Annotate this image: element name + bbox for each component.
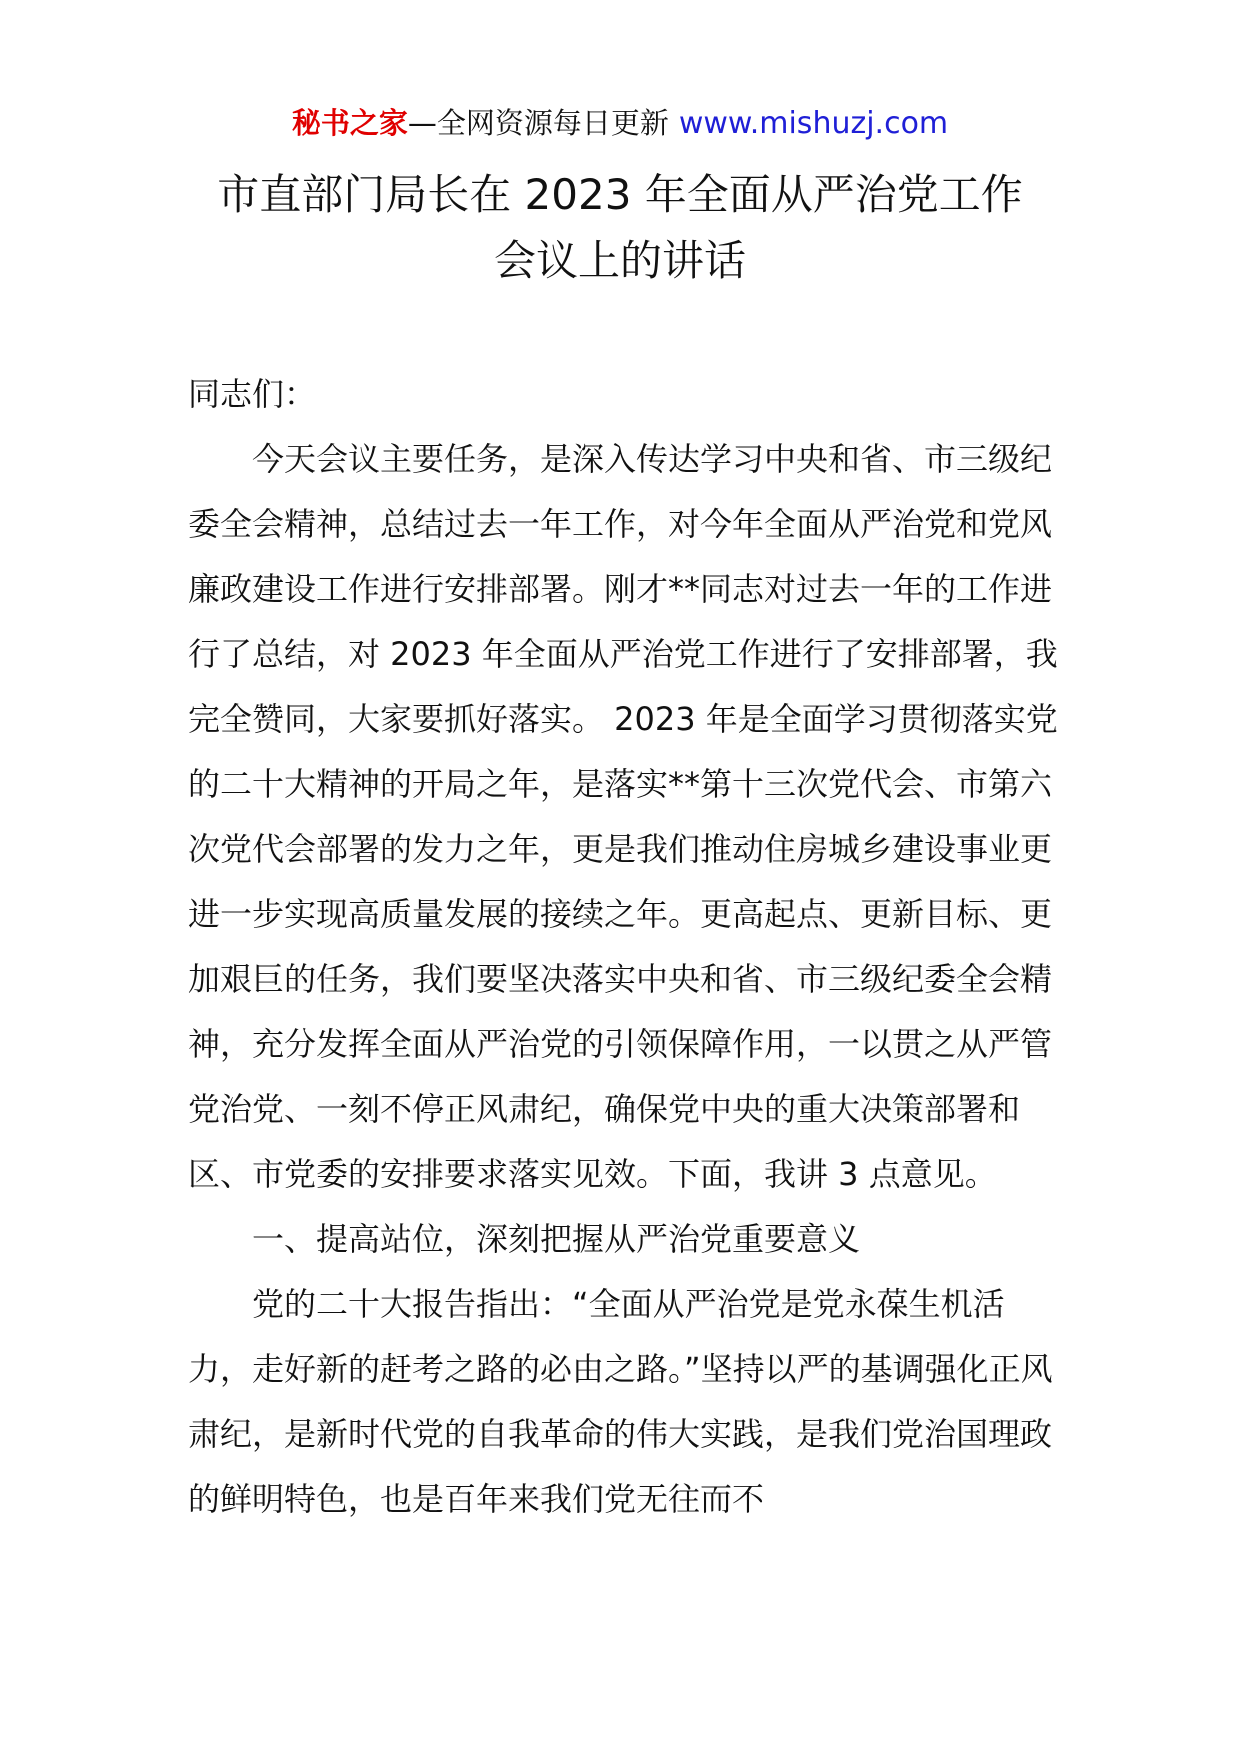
site-header	[0, 100, 1240, 147]
opening-paragraph: 今天会议主要任务，是深入传达学习中央和省、市三级纪委全会精神，总结过去一年工作，对今年全面从严治党和党风廉政建设工作进行安排部署。刚才**同志对过去一年的工作进行了总结，对 2023 年全面从严治党工作进行了安排部署，我完全赞同，大家要抓好落实。 2023 年是全面学习贯彻落实党的二十大精神的开局之年，是落实**第十三次党代会、市第六次党代会部署的发力之年，更是我们推动住房城乡建设事业更进一步实现高质量发展的接续之年。更高起点、更新目标、更加艰巨的任务，我们要坚决落实中央和省、市三级纪委全会精神，充分发挥全面从严治党的引领保障作用，一以贯之从严管党治党、一刻不停正风肃纪，确保党中央的重大决策部署和区、市党委的安排要求落实见效。下面，我讲 3 点意见。	[188, 440, 1058, 1193]
salutation: 同志们：	[188, 375, 317, 413]
brand-name: 秘书之家	[291, 106, 408, 140]
header-dash: —	[407, 106, 437, 140]
header-tagline: 全网资源每日更新	[436, 106, 669, 140]
document-body	[188, 362, 1058, 1532]
title-line-1: 市直部门局长在 2023 年全面从严治党工作	[217, 170, 1023, 219]
section-heading-1: 一、提高站位，深刻把握从严治党重要意义	[252, 1220, 861, 1258]
document-title	[150, 162, 1090, 294]
title-line-2: 会议上的讲话	[493, 236, 746, 285]
section-1-paragraph: 党的二十大报告指出：“全面从严治党是党永葆生机活力，走好新的赶考之路的必由之路。”坚持以严的基调强化正风肃纪，是新时代党的自我革命的伟大实践，是我们党治国理政的鲜明特色，也是百年来我们党无往而不	[188, 1285, 1053, 1518]
website-link[interactable]: www.mishuzj.com	[678, 106, 949, 141]
